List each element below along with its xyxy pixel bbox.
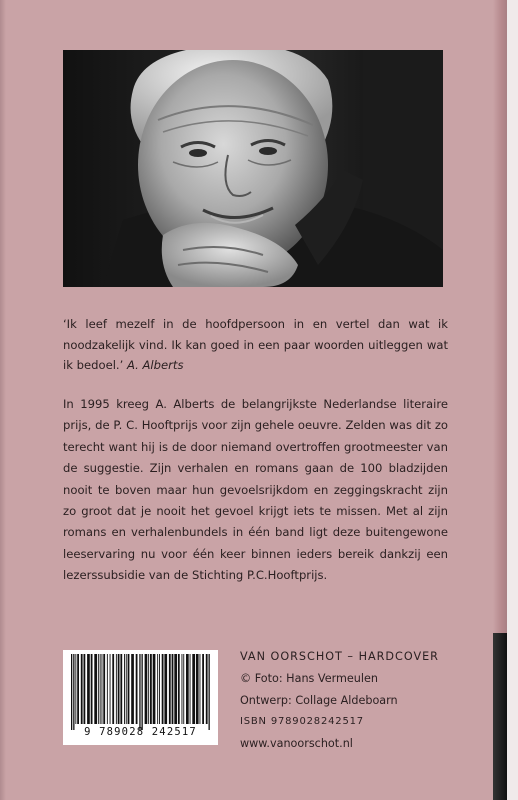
photo-credit: © Foto: Hans Vermeulen <box>240 671 378 685</box>
barcode-bar <box>91 654 93 724</box>
barcode-bar <box>186 654 189 724</box>
barcode-bar <box>164 654 167 724</box>
barcode-bar <box>107 654 108 724</box>
barcode-bar <box>190 654 191 724</box>
quote-author: A. Alberts <box>126 358 184 372</box>
barcode-bar <box>169 654 171 724</box>
barcode-bar <box>159 654 160 724</box>
barcode-bar <box>120 654 122 724</box>
barcode-bar <box>142 654 143 730</box>
barcode-bar <box>112 654 114 724</box>
barcode-bar <box>124 654 125 724</box>
barcode-bar <box>98 654 99 724</box>
publisher-line: VAN OORSCHOT – HARDCOVER <box>240 650 439 663</box>
barcode-bar <box>116 654 117 724</box>
barcode-bar <box>118 654 120 724</box>
publisher-website: www.vanoorschot.nl <box>240 737 353 751</box>
barcode-bar <box>103 654 105 724</box>
barcode-bar <box>131 654 134 724</box>
barcode-bar <box>84 654 86 724</box>
book-blurb: In 1995 kreeg A. Alberts de belangrijkste Nederlandse literaire prijs, de P. C. Hooftprijs voor zijn gehele oeuvre. Zelden was dit zo terecht want hij is de door niemand overtroffen grootmeester van de suggestie. Zijn verhalen en romans gaan de 100 bladzijden nooit te boven maar hun gevoelsrijkdom en zeggingskracht zijn zo groot dat je nooit het gevoel krijgt iets te missen. Met al zijn romans en verhalenbundels in één band ligt deze buitengewone leeservaring nu voor één keer binnen ieders bereik dankzij een lezerssubsidie van de Stichting P.C.Hooftprijs. <box>63 397 448 583</box>
barcode-bar <box>100 654 101 724</box>
barcode-bar <box>183 654 184 724</box>
barcode-bar <box>102 654 103 724</box>
barcode-bar <box>178 654 180 724</box>
barcode-bar <box>157 654 158 724</box>
barcode-bar <box>136 654 138 724</box>
barcode-bar <box>126 654 127 724</box>
barcode-bar <box>128 654 130 724</box>
barcode-bar <box>182 654 183 724</box>
author-quote <box>63 314 448 376</box>
spine-dark-band <box>493 633 507 800</box>
barcode-bar <box>192 654 195 724</box>
portrait-illustration <box>63 50 443 287</box>
barcode-bar <box>200 654 201 724</box>
barcode-bar <box>172 654 174 724</box>
quote-text: ‘Ik leef mezelf in de hoofdpersoon in en vertel dan wat ik noodzakelijk vind. Ik kan goed in een paar woorden uitleggen wat ik bedoel.’ <box>63 317 448 372</box>
barcode-bar <box>206 654 208 724</box>
barcode-bar <box>196 654 199 724</box>
barcode-bar <box>202 654 204 724</box>
barcode-bar <box>174 654 177 724</box>
barcode-bar <box>75 654 76 724</box>
isbn-text: ISBN 9789028242517 <box>240 716 364 728</box>
design-credit: Ontwerp: Collage Aldeboarn <box>240 693 398 707</box>
barcode-bar <box>150 654 152 724</box>
author-portrait-photo <box>63 50 443 287</box>
barcode-bar <box>110 654 111 724</box>
barcode-bar <box>145 654 148 724</box>
isbn-barcode <box>63 650 218 745</box>
barcode-bar <box>139 654 140 730</box>
barcode-bar <box>162 654 164 724</box>
barcode-bar <box>148 654 149 724</box>
barcode-bar <box>71 654 72 730</box>
barcode-number: 9 789028 242517 <box>84 726 197 738</box>
colophon <box>240 646 460 755</box>
barcode-bar <box>77 654 79 724</box>
barcode-bar <box>73 654 74 730</box>
barcode-bar <box>209 654 210 730</box>
barcode-bar <box>94 654 97 724</box>
barcode-bar <box>81 654 83 724</box>
barcode-bar <box>87 654 90 724</box>
barcode-bar <box>153 654 156 724</box>
